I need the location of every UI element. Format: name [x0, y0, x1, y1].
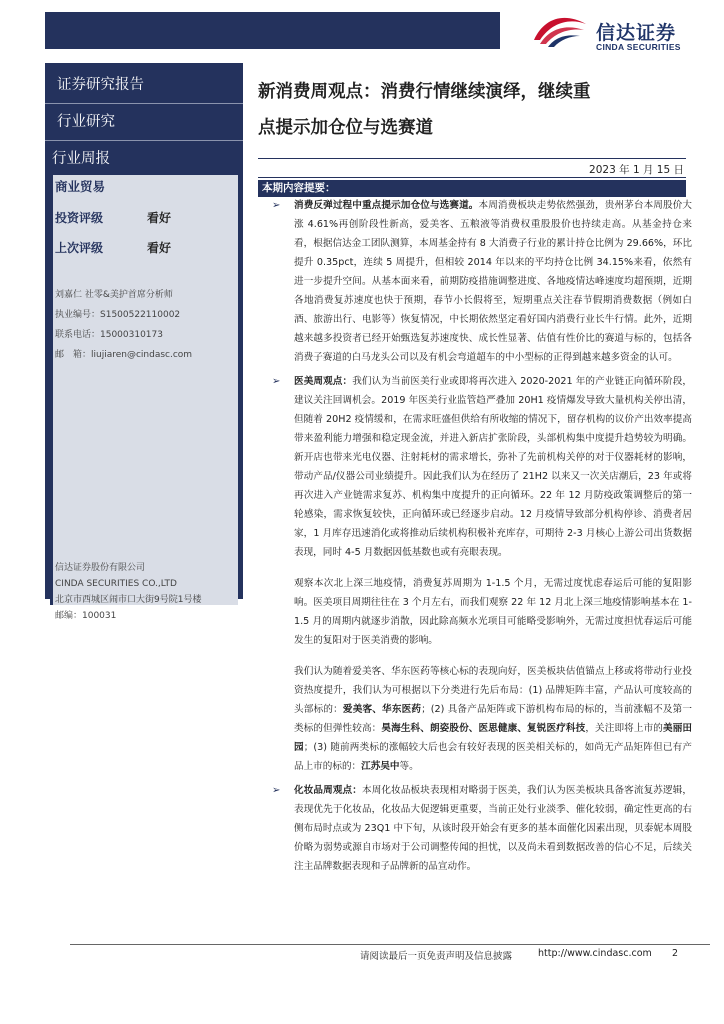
header-banner: [45, 12, 500, 49]
paragraph-epidemic: [272, 574, 692, 650]
sidebar: [45, 63, 243, 621]
rating-label: 投资评级: [55, 211, 104, 225]
report-content: [272, 196, 692, 881]
summary-header: 本期内容提要：: [258, 180, 686, 197]
website-link[interactable]: http://www.cindasc.com: [538, 948, 652, 959]
analyst-phone: 联系电话：15000310173: [55, 330, 163, 340]
paragraph-text: ；(2) 具备产品矩阵或下游机构布局的标的，当前涨幅不及第一类标的但弹性较高：: [294, 704, 693, 734]
company-name-cn: 信达证券股份有限公司: [55, 563, 146, 573]
page-number: 2: [672, 948, 679, 959]
subcategory-label: 行业周报: [52, 151, 110, 167]
rating-value: 看好: [147, 211, 172, 225]
logo-text-cn: 信达证券: [596, 22, 677, 44]
analyst-email[interactable]: 邮 箱：liujiaren@cindasc.com: [55, 350, 193, 360]
cinda-logo-icon: [530, 14, 590, 48]
logo-text-en: CINDA SECURITIES: [596, 42, 681, 52]
bullet-arrow-icon: ➢: [272, 376, 281, 387]
category-label: 行业研究: [57, 114, 115, 130]
bullet-arrow-icon: ➢: [272, 785, 281, 796]
prev-rating-value: 看好: [147, 241, 172, 255]
paragraph-lead: 消费反弹过程中重点提示加仓位与选赛道。: [294, 200, 479, 211]
paragraph-consumption: [272, 196, 692, 367]
sidebar-divider: [45, 103, 243, 104]
company-postcode: 邮编：100031: [55, 611, 117, 621]
disclaimer-notice: 请阅读最后一页免责声明及信息披露: [360, 951, 513, 962]
sidebar-divider: [45, 140, 243, 141]
industry-label: 商业贸易: [55, 179, 106, 194]
analyst-license: 执业编号：S1500522110002: [55, 310, 181, 320]
report-date: 2023 年 1 月 15 日: [589, 164, 684, 176]
stock-highlight: 江苏吴中: [361, 761, 400, 772]
report-title-line1: 新消费周观点：消费行情继续演绎，继续重: [258, 82, 591, 102]
paragraph-text: 我们认为随着爱美客、华东医药等核心标的表现向好，医美板块估值锚点上移或将带动行业投资热度提升，我们认为可根据以下分类进行先后布局：(1) 品牌矩阵丰富，产品认可度较高的头部标的：: [294, 666, 692, 715]
paragraph-text: 我们认为当前医美行业或即将再次进入 2020-2021 年的产业链正向循环阶段，建议关注回调机会。2019 年医美行业监管趋严叠加 20H1 疫情爆发导致大量机构关停出清，但随着 20H2 疫情缓和，在需求旺盛但供给有所收缩的情况下，留存机构的议价产出效率提高带来盈利能力增强和稳定现金流，并进入新店扩张阶段，头部机构集中度提升趋势较为明确。新开店也带来光电仪器、注射耗材的需求增长，弥补了先前机构关停的对于仪器耗材的影响，带动产品/仪器公司业绩提升。因此我们认为在经历了 21H2 以来又一次关店潮后，23 年或将再次进入产业链需求复苏、机构集中度提升的正向循环。22 年 12 月防疫政策调整后的第一轮感染，需求恢复较快，正向循环或已经逐步启动。12 月疫情导致部分机构停诊、消费者居家，1 月库存迅速消化或将推动后续机构积极补充库存，可期待 2-3 月核心上游公司出货数据表现，同时 4-5 月数据因低基数也或有亮眼表现。: [294, 376, 692, 558]
report-type-label: 证券研究报告: [57, 77, 144, 93]
paragraph-text: 本周化妆品板块表现相对略弱于医美，我们认为医美板块具备客流复苏逻辑，表现优先于化妆品，化妆品大促逻辑更重要，当前正处行业淡季、催化较弱，确定性更高的右侧布局时点或为 23Q1 中下旬，从该时段开始会有更多的基本面催化因素出现，贝泰妮本周股价略为弱势或源自市场对于公司调整传闻的担忧，以及尚未看到数据改善的信心不足，后续关注主品牌数据表现和子品牌新的品宣动作。: [294, 785, 693, 872]
investment-rating: [55, 209, 172, 226]
paragraph-lead: 医美周观点：: [294, 376, 353, 387]
company-address: 北京市西城区闹市口大街9号院1号楼: [55, 595, 202, 605]
company-name-en: CINDA SECURITIES CO.,LTD: [55, 579, 177, 589]
paragraph-text: ；(3) 随前两类标的涨幅较大后也会有较好表现的医美相关标的，如尚无产品矩阵但已有产品上市的标的：: [294, 742, 693, 772]
paragraph-text: 本周消费板块走势依然强劲，贵州茅台本周股价大涨 4.61%再创阶段性新高，爱美客、五粮液等消费权重股股价也持续走高。从基金持仓来看，根据信达金工团队测算，本周基金持有 8 大消费子行业的累计持仓比例为 29.66%，环比提升 0.35pct，连续 5 周提升，但相较 2014 年以来的平均持仓比例 34.15%来看，依然有进一步提升空间。从基本面来看，前期防疫措施调整进度、各地疫情达峰速度均超预期，近期各地消费复苏速度也快于预期，春节小长假将至，短期重点关注春节假期消费数据（例如白酒、旅游出行、电影等）恢复情况，中长期依然坚定看好国内消费行业长牛行情。此外，近期越来越多投资者已经开始甄选复苏速度快、成长性显著、估值有性价比的赛道与标的，包括各消费子赛道的白马龙头公司以及有机会弯道超车的中小型标的正得到越来越多资金的认可。: [294, 200, 693, 363]
paragraph-allocation: [272, 662, 692, 776]
paragraph-text: 观察本次北上深三地疫情，消费复苏周期为 1-1.5 个月，无需过度忧虑春运后可能的复阳影响。医美项目周期往往在 3 个月左右，而我们观察 22 年 12 月北上深三地疫情影响基本在 1-1.5 月的周期内就逐步消散，因此除高频水光项目可能略受影响外，无需过度担忧春运后可能发生的复阳对于医美消费的影响。: [294, 578, 692, 646]
paragraph-lead: 化妆品周观点：: [294, 785, 362, 796]
date-row: [258, 158, 686, 178]
paragraph-medical-aesthetics: [272, 372, 692, 562]
stock-highlight: 昊海生科、朗姿股份、医思健康、复锐医疗科技: [381, 723, 586, 734]
previous-rating: [55, 239, 172, 256]
footer-divider: [70, 944, 710, 945]
paragraph-text: 等。: [399, 761, 419, 772]
analyst-info: [55, 285, 192, 365]
info-panel: [50, 175, 238, 621]
analyst-name: 刘嘉仁 社零&美护首席分析师: [55, 290, 173, 300]
company-info: [55, 560, 201, 624]
paragraph-text: ，关注即将上市的: [585, 723, 664, 734]
paragraph-cosmetics: [272, 781, 692, 876]
report-title-line2: 点提示加仓位与选赛道: [258, 118, 433, 138]
prev-rating-label: 上次评级: [55, 241, 104, 255]
report-title: [258, 74, 698, 146]
stock-highlight: 爱美客、华东医药: [342, 704, 422, 715]
bullet-arrow-icon: ➢: [272, 200, 281, 211]
stock-highlight: 美丽田园: [294, 723, 693, 753]
company-logo: [530, 12, 710, 56]
